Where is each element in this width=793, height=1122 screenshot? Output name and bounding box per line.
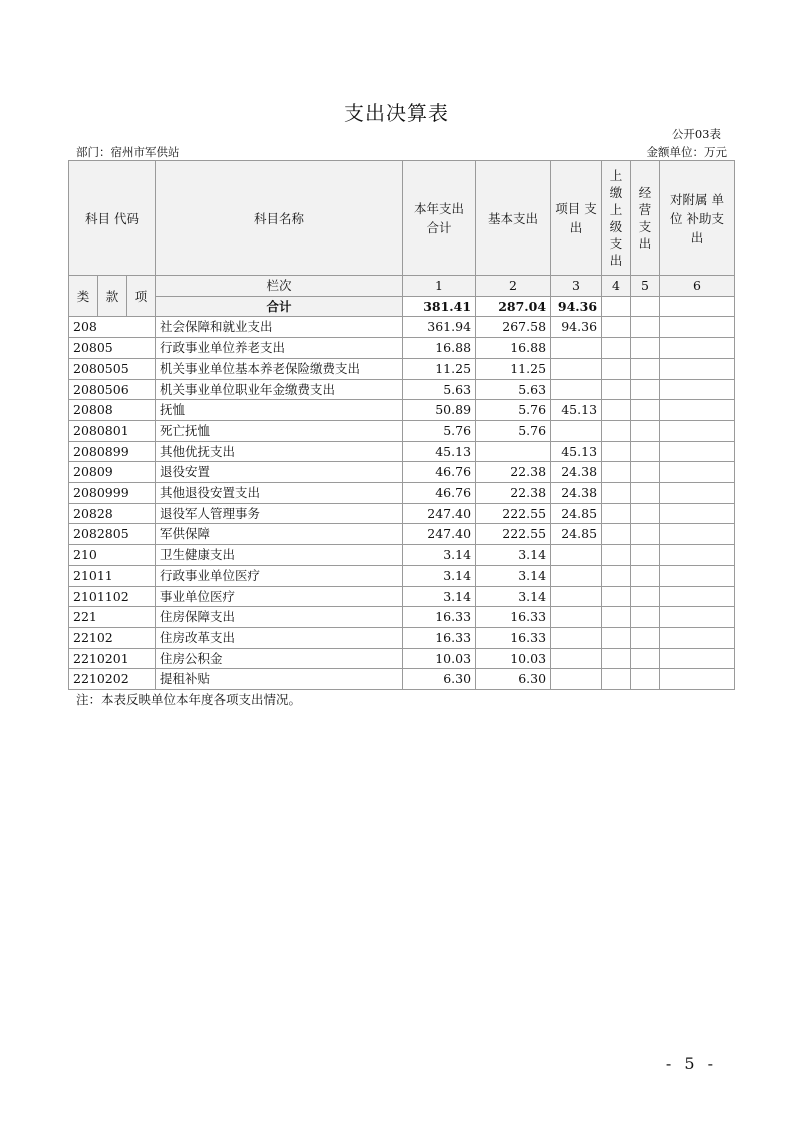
row-name: 其他退役安置支出 <box>156 483 403 504</box>
table-row <box>69 607 735 628</box>
row-subsidiary <box>660 545 735 566</box>
page-number: - 5 - <box>665 1054 717 1073</box>
row-upper <box>602 545 631 566</box>
row-project <box>551 379 602 400</box>
row-name: 机关事业单位职业年金缴费支出 <box>156 379 403 400</box>
row-operating <box>631 441 660 462</box>
row-basic: 6.30 <box>476 669 551 690</box>
row-name: 抚恤 <box>156 400 403 421</box>
row-operating <box>631 503 660 524</box>
row-basic: 3.14 <box>476 545 551 566</box>
table-row <box>69 420 735 441</box>
row-upper <box>602 524 631 545</box>
row-subsidiary <box>660 586 735 607</box>
total-label: 合计 <box>156 296 403 317</box>
row-project: 24.85 <box>551 503 602 524</box>
row-name: 其他优抚支出 <box>156 441 403 462</box>
row-operating <box>631 420 660 441</box>
department-label: 部门：宿州市军供站 <box>76 145 180 159</box>
row-basic: 222.55 <box>476 503 551 524</box>
row-upper <box>602 379 631 400</box>
col-number: 3 <box>551 276 602 297</box>
row-code: 20809 <box>69 462 156 483</box>
row-operating <box>631 338 660 359</box>
header-kuan: 款 <box>98 276 127 317</box>
row-upper <box>602 338 631 359</box>
row-total: 3.14 <box>403 586 476 607</box>
row-upper <box>602 483 631 504</box>
column-number-row <box>69 276 735 297</box>
row-operating <box>631 648 660 669</box>
row-code: 22102 <box>69 627 156 648</box>
header-project: 项目 支出 <box>551 161 602 276</box>
table-row <box>69 400 735 421</box>
row-subsidiary <box>660 503 735 524</box>
row-project <box>551 627 602 648</box>
row-basic: 267.58 <box>476 317 551 338</box>
row-project: 45.13 <box>551 400 602 421</box>
row-basic: 5.76 <box>476 420 551 441</box>
row-total: 247.40 <box>403 524 476 545</box>
total-total: 381.41 <box>403 296 476 317</box>
row-project: 45.13 <box>551 441 602 462</box>
row-code: 21011 <box>69 565 156 586</box>
row-code: 2210202 <box>69 669 156 690</box>
table-row <box>69 545 735 566</box>
table-row <box>69 503 735 524</box>
row-upper <box>602 648 631 669</box>
row-code: 2080801 <box>69 420 156 441</box>
row-project <box>551 358 602 379</box>
header-operating-text: 经营支出 <box>638 185 652 251</box>
row-upper <box>602 565 631 586</box>
row-code: 221 <box>69 607 156 628</box>
row-upper <box>602 503 631 524</box>
table-row <box>69 586 735 607</box>
row-operating <box>631 565 660 586</box>
header-lei: 类 <box>69 276 98 317</box>
row-name: 提租补贴 <box>156 669 403 690</box>
row-upper <box>602 441 631 462</box>
total-project: 94.36 <box>551 296 602 317</box>
row-name: 社会保障和就业支出 <box>156 317 403 338</box>
table-row <box>69 379 735 400</box>
table-row <box>69 338 735 359</box>
row-basic: 3.14 <box>476 565 551 586</box>
col-number: 6 <box>660 276 735 297</box>
row-code: 2210201 <box>69 648 156 669</box>
row-total: 45.13 <box>403 441 476 462</box>
row-project: 94.36 <box>551 317 602 338</box>
row-code: 2080506 <box>69 379 156 400</box>
row-subsidiary <box>660 607 735 628</box>
table-row <box>69 441 735 462</box>
row-upper <box>602 420 631 441</box>
row-project <box>551 565 602 586</box>
total-basic: 287.04 <box>476 296 551 317</box>
row-operating <box>631 379 660 400</box>
row-project: 24.85 <box>551 524 602 545</box>
row-upper <box>602 400 631 421</box>
header-upper <box>602 161 631 276</box>
row-basic: 16.88 <box>476 338 551 359</box>
row-name: 退役军人管理事务 <box>156 503 403 524</box>
header-basic: 基本支出 <box>476 161 551 276</box>
header-name: 科目名称 <box>156 161 403 276</box>
table-row <box>69 524 735 545</box>
row-total: 16.88 <box>403 338 476 359</box>
row-name: 死亡抚恤 <box>156 420 403 441</box>
row-name: 行政事业单位养老支出 <box>156 338 403 359</box>
row-basic: 22.38 <box>476 462 551 483</box>
row-project <box>551 338 602 359</box>
row-operating <box>631 524 660 545</box>
row-operating <box>631 586 660 607</box>
row-project <box>551 607 602 628</box>
header-operating <box>631 161 660 276</box>
row-code: 2080505 <box>69 358 156 379</box>
row-subsidiary <box>660 358 735 379</box>
row-name: 行政事业单位医疗 <box>156 565 403 586</box>
table-row <box>69 317 735 338</box>
row-subsidiary <box>660 462 735 483</box>
total-row <box>69 296 735 317</box>
col-number: 5 <box>631 276 660 297</box>
row-name: 住房改革支出 <box>156 627 403 648</box>
table-row <box>69 627 735 648</box>
row-total: 6.30 <box>403 669 476 690</box>
row-upper <box>602 586 631 607</box>
row-total: 16.33 <box>403 627 476 648</box>
row-total: 5.76 <box>403 420 476 441</box>
row-code: 2101102 <box>69 586 156 607</box>
row-project <box>551 669 602 690</box>
row-project <box>551 586 602 607</box>
row-subsidiary <box>660 400 735 421</box>
row-total: 46.76 <box>403 483 476 504</box>
row-project <box>551 648 602 669</box>
row-total: 11.25 <box>403 358 476 379</box>
table-row <box>69 565 735 586</box>
row-code: 208 <box>69 317 156 338</box>
row-total: 361.94 <box>403 317 476 338</box>
row-basic: 222.55 <box>476 524 551 545</box>
row-name: 机关事业单位基本养老保险缴费支出 <box>156 358 403 379</box>
row-subsidiary <box>660 338 735 359</box>
row-name: 卫生健康支出 <box>156 545 403 566</box>
row-subsidiary <box>660 379 735 400</box>
row-code: 20805 <box>69 338 156 359</box>
row-total: 50.89 <box>403 400 476 421</box>
row-code: 210 <box>69 545 156 566</box>
row-code: 20808 <box>69 400 156 421</box>
header-code: 科目 代码 <box>69 161 156 276</box>
row-code: 20828 <box>69 503 156 524</box>
form-number: 公开03表 <box>671 127 721 141</box>
row-upper <box>602 462 631 483</box>
col-number: 2 <box>476 276 551 297</box>
row-code: 2082805 <box>69 524 156 545</box>
row-upper <box>602 358 631 379</box>
amount-unit-label: 金额单位：万元 <box>646 145 727 159</box>
row-subsidiary <box>660 420 735 441</box>
table-row <box>69 483 735 504</box>
row-subsidiary <box>660 565 735 586</box>
expenditure-table <box>68 160 735 690</box>
table-row <box>69 648 735 669</box>
row-basic: 5.63 <box>476 379 551 400</box>
row-subsidiary <box>660 317 735 338</box>
row-subsidiary <box>660 669 735 690</box>
row-total: 46.76 <box>403 462 476 483</box>
row-operating <box>631 607 660 628</box>
row-name: 退役安置 <box>156 462 403 483</box>
row-upper <box>602 669 631 690</box>
row-operating <box>631 483 660 504</box>
col-number: 1 <box>403 276 476 297</box>
row-basic <box>476 441 551 462</box>
header-lanci: 栏次 <box>156 276 403 297</box>
header-row <box>69 161 735 276</box>
row-basic: 11.25 <box>476 358 551 379</box>
page-title: 支出决算表 <box>344 101 449 125</box>
table-row <box>69 358 735 379</box>
row-basic: 10.03 <box>476 648 551 669</box>
header-upper-text: 上缴上级支出 <box>609 168 623 268</box>
row-basic: 16.33 <box>476 607 551 628</box>
row-project: 24.38 <box>551 483 602 504</box>
table-note: 注：本表反映单位本年度各项支出情况。 <box>76 692 302 707</box>
row-code: 2080999 <box>69 483 156 504</box>
row-name: 住房保障支出 <box>156 607 403 628</box>
row-operating <box>631 462 660 483</box>
row-basic: 5.76 <box>476 400 551 421</box>
row-subsidiary <box>660 483 735 504</box>
row-name: 事业单位医疗 <box>156 586 403 607</box>
row-total: 10.03 <box>403 648 476 669</box>
row-operating <box>631 545 660 566</box>
header-total: 本年支出 合计 <box>403 161 476 276</box>
row-total: 3.14 <box>403 565 476 586</box>
row-upper <box>602 317 631 338</box>
row-upper <box>602 607 631 628</box>
row-project <box>551 545 602 566</box>
row-total: 247.40 <box>403 503 476 524</box>
row-project: 24.38 <box>551 462 602 483</box>
row-upper <box>602 627 631 648</box>
col-number: 4 <box>602 276 631 297</box>
row-name: 军供保障 <box>156 524 403 545</box>
table-row <box>69 462 735 483</box>
row-total: 16.33 <box>403 607 476 628</box>
row-operating <box>631 627 660 648</box>
row-subsidiary <box>660 524 735 545</box>
row-operating <box>631 400 660 421</box>
header-xiang: 项 <box>127 276 156 317</box>
row-basic: 22.38 <box>476 483 551 504</box>
row-subsidiary <box>660 441 735 462</box>
row-name: 住房公积金 <box>156 648 403 669</box>
row-total: 3.14 <box>403 545 476 566</box>
row-basic: 16.33 <box>476 627 551 648</box>
row-subsidiary <box>660 648 735 669</box>
table-row <box>69 669 735 690</box>
header-subsidiary: 对附属 单位 补助支 出 <box>660 161 735 276</box>
row-operating <box>631 358 660 379</box>
row-operating <box>631 317 660 338</box>
row-total: 5.63 <box>403 379 476 400</box>
row-operating <box>631 669 660 690</box>
row-basic: 3.14 <box>476 586 551 607</box>
row-subsidiary <box>660 627 735 648</box>
row-code: 2080899 <box>69 441 156 462</box>
row-project <box>551 420 602 441</box>
